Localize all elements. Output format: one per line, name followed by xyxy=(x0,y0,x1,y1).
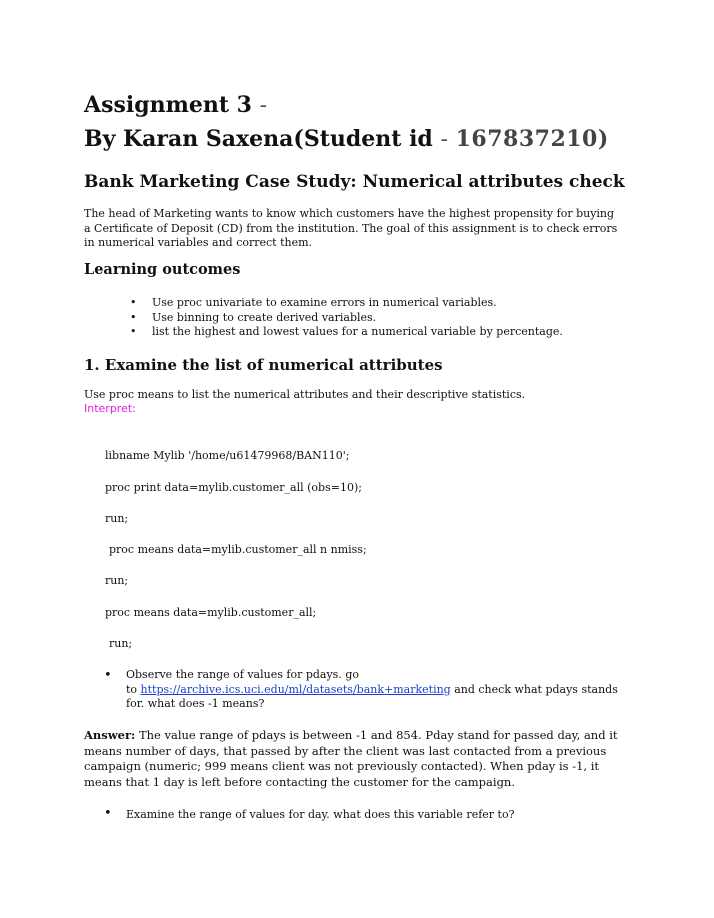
interpret-label: Interpret: xyxy=(84,402,136,415)
section1-heading: 1. Examine the list of numerical attributes xyxy=(84,356,443,374)
list-item: • Use binning to create derived variables. xyxy=(130,311,563,326)
code-line: proc means data=mylib.customer_all n nmiss; xyxy=(109,543,367,556)
list-item: • Use proc univariate to examine errors in numerical variables. xyxy=(130,296,563,311)
pdays-question-line1: Observe the range of values for pdays. go xyxy=(126,668,359,681)
code-line: proc print data=mylib.customer_all (obs=10); xyxy=(105,481,362,494)
student-id: 167837210) xyxy=(455,126,609,152)
pdays-question-line2 xyxy=(126,683,626,698)
intro-paragraph: The head of Marketing wants to know which customers have the highest propensity for buying a Certificate of Deposit (CD) from the institution. The goal of this assignment is to check errors in numerical variables and correct them. xyxy=(84,207,618,249)
pdays-question-tail: and check what pdays stands xyxy=(454,682,618,696)
pdays-question-to: to xyxy=(126,682,138,696)
uci-dataset-link[interactable]: https://archive.ics.uci.edu/ml/datasets/bank+marketing xyxy=(140,682,451,696)
learning-outcomes-list xyxy=(130,296,563,340)
author-line xyxy=(84,126,609,153)
code-line: proc means data=mylib.customer_all; xyxy=(105,606,317,619)
section1-description: Use proc means to list the numerical attributes and their descriptive statistics. xyxy=(84,388,526,401)
answer-paragraph xyxy=(84,728,629,790)
day-question: Examine the range of values for day. what does this variable refer to? xyxy=(126,808,515,821)
pdays-question xyxy=(126,668,626,712)
assignment-title xyxy=(84,92,267,119)
learning-outcomes-heading: Learning outcomes xyxy=(84,261,241,278)
bullet-icon: • xyxy=(104,806,112,821)
code-line: run; xyxy=(105,512,129,525)
case-study-heading: Bank Marketing Case Study: Numerical attributes check xyxy=(84,172,625,192)
pdays-question-line3: for. what does -1 means? xyxy=(126,697,265,710)
title-dash: - xyxy=(259,93,268,118)
answer-text: The value range of pdays is between -1 and 854. Pday stand for passed day, and it means number of days, that passed by after the client was last contacted from a previous campaign (numeric; 999 means client was not previously contacted). When pday is -1, it means that 1 day is left before contacting the customer for the campaign. xyxy=(84,728,618,789)
list-item: • list the highest and lowest values for a numerical variable by percentage. xyxy=(130,325,563,340)
assignment-title-text: Assignment 3 xyxy=(84,92,252,118)
author-dash: - xyxy=(440,127,448,152)
bullet-icon: • xyxy=(104,668,112,683)
answer-label: Answer: xyxy=(84,728,136,742)
code-line: run; xyxy=(109,637,133,650)
code-line: run; xyxy=(105,574,129,587)
author-name: By Karan Saxena(Student id xyxy=(84,126,433,152)
code-line: libname Mylib '/home/u61479968/BAN110'; xyxy=(105,449,350,462)
